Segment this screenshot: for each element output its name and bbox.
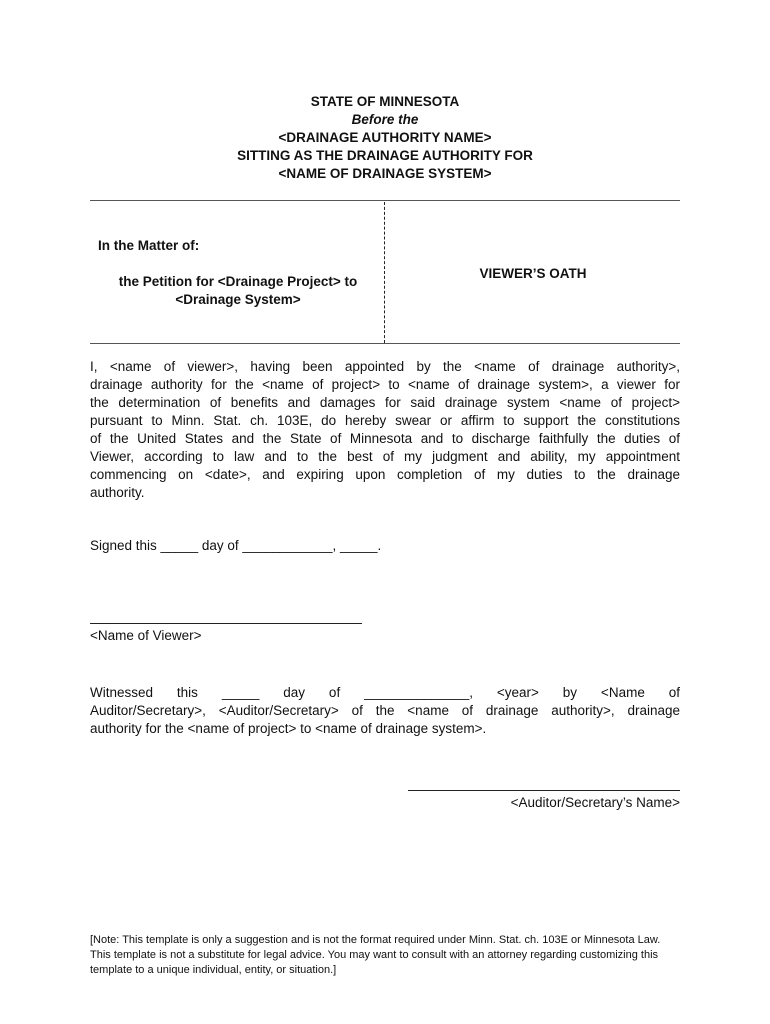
oath-line: the determination of benefits and damages for said drainage system <name of project>	[90, 395, 680, 410]
viewer-signature-label: <Name of Viewer>	[90, 628, 202, 643]
witness-line: authority for the <name of project> to <name of drainage system>.	[90, 721, 487, 736]
template-note: [Note: This template is only a suggestion and is not the format required under Minn. Stat. ch. 103E or Minnesota Law. This template is not a substitute for legal advice. You may want to consult with an attorney regarding customizing this template to a unique individual, entity, or situation.]	[90, 934, 661, 976]
witness-paragraph	[90, 684, 680, 738]
signed-date-line: Signed this _____ day of ____________, _____.	[90, 538, 382, 553]
witness-line: Auditor/Secretary>, <Auditor/Secretary> of the <name of drainage authority>, drainage	[90, 703, 680, 718]
oath-paragraph	[90, 358, 680, 502]
oath-line: pursuant to Minn. Stat. ch. 103E, do hereby swear or affirm to support the constitutions	[90, 413, 680, 428]
drainage-authority-heading: <DRAINAGE AUTHORITY NAME>	[278, 130, 492, 145]
oath-line: authority.	[90, 485, 145, 500]
document-header	[90, 93, 680, 183]
viewer-signature-line	[90, 623, 362, 624]
oath-line: I, <name of viewer>, having been appointed by the <name of drainage authority>,	[90, 359, 680, 374]
state-heading: STATE OF MINNESOTA	[310, 94, 460, 109]
before-the-heading: Before the	[351, 112, 419, 127]
matter-line-2: <Drainage System>	[175, 292, 301, 307]
auditor-signature-line	[408, 790, 680, 791]
caption-bottom-rule	[90, 343, 680, 344]
sitting-as-heading: SITTING AS THE DRAINAGE AUTHORITY FOR	[237, 148, 533, 163]
matter-label: In the Matter of:	[98, 238, 200, 253]
drainage-system-heading: <NAME OF DRAINAGE SYSTEM>	[278, 166, 492, 181]
oath-line: of the United States and the State of Minnesota and to discharge faithfully the duties of	[90, 431, 680, 446]
auditor-signature-label: <Auditor/Secretary’s Name>	[510, 795, 680, 810]
document-title: VIEWER’S OATH	[479, 266, 587, 281]
oath-line: Viewer, according to law and to the best of my judgment and ability, my appointment	[90, 449, 680, 464]
oath-line: commencing on <date>, and expiring upon completion of my duties to the drainage	[90, 467, 680, 482]
matter-description	[98, 273, 378, 309]
matter-line-1: the Petition for <Drainage Project> to	[118, 274, 358, 289]
witness-line: Witnessed this _____ day of ______________, <year> by <Name of	[90, 685, 680, 700]
oath-line: drainage authority for the <name of project> to <name of drainage system>, a viewer for	[90, 377, 680, 392]
caption-top-rule	[90, 200, 680, 201]
caption-divider	[384, 202, 385, 343]
